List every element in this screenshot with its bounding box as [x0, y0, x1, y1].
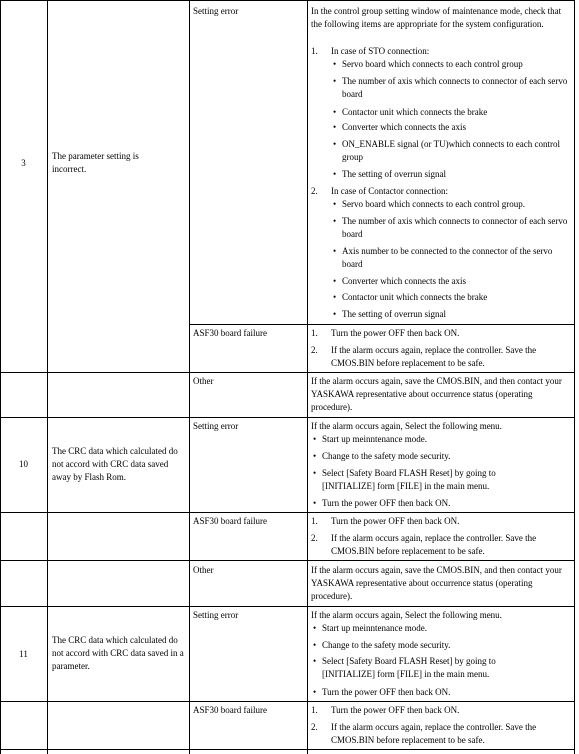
step-text: Turn the power OFF then back ON.	[331, 516, 460, 526]
bullet-text: The setting of overrun signal	[342, 169, 446, 179]
row-divider	[0, 560, 575, 561]
cause-label: Other	[193, 565, 214, 575]
bullet-icon: •	[313, 468, 317, 478]
bullet-icon: •	[333, 276, 337, 286]
row-divider	[0, 0, 575, 1]
step-text: If the alarm occurs again, replace the controller. Save the CMOS.BIN before replacement to be safe.	[331, 722, 537, 745]
step-number: 2.	[311, 722, 318, 732]
col-divider	[47, 0, 48, 754]
bullet-text: The number of axis which connects to connector of each servo board	[342, 216, 568, 239]
cause-label: ASF30 board failure	[193, 705, 267, 715]
remedy-text: If the alarm occurs again, save the CMOS.BIN, and then contact your YASKAWA representative about occurrence status (operating procedure).	[311, 565, 562, 601]
bullet-icon: •	[333, 216, 337, 226]
bullet-text: Change to the safety mode security.	[322, 640, 451, 650]
step-number: 1.	[311, 516, 318, 526]
bullet-icon: •	[333, 292, 337, 302]
bullet-icon: •	[333, 76, 337, 86]
bullet-icon: •	[313, 687, 317, 697]
remedy-intro: If the alarm occurs again, Select the following menu.	[311, 610, 502, 620]
cause-label: Setting error	[193, 6, 239, 16]
col-divider	[574, 0, 575, 754]
bullet-icon: •	[333, 59, 337, 69]
step-text: Turn the power OFF then back ON.	[331, 705, 460, 715]
bullet-text: Converter which connects the axis	[342, 276, 466, 286]
bullet-icon: •	[333, 107, 337, 117]
remedy-intro: If the alarm occurs again, Select the following menu.	[311, 421, 502, 431]
bullet-text: Axis number to be connected to the connector of the servo board	[342, 246, 553, 269]
cause-text: The CRC data which calculated do not accord with CRC data saved in a parameter.	[52, 635, 184, 671]
step-number: 2.	[311, 345, 318, 355]
bullet-icon: •	[333, 169, 337, 179]
bullet-text: Turn the power OFF then back ON.	[322, 498, 451, 508]
row-divider	[0, 606, 575, 607]
cause-label: ASF30 board failure	[193, 516, 267, 526]
row-divider	[0, 749, 575, 750]
bullet-text: Contactor unit which connects the brake	[342, 107, 488, 117]
col-divider	[307, 0, 308, 754]
section-title: In case of STO connection:	[331, 46, 430, 56]
cause-text: The parameter setting is incorrect.	[52, 151, 139, 174]
bullet-icon: •	[313, 434, 317, 444]
cause-text: The CRC data which calculated do not accord with CRC data saved away by Flash Rom.	[52, 446, 178, 482]
step-text: If the alarm occurs again, replace the controller. Save the CMOS.BIN before replacement to be safe.	[331, 533, 537, 556]
bullet-icon: •	[333, 246, 337, 256]
row-divider	[189, 324, 575, 325]
bullet-icon: •	[313, 656, 317, 666]
bullet-text: Change to the safety mode security.	[322, 451, 451, 461]
bullet-text: Turn the power OFF then back ON.	[322, 687, 451, 697]
bullet-icon: •	[313, 640, 317, 650]
step-number: 2.	[311, 533, 318, 543]
cause-label: Setting error	[193, 610, 239, 620]
section-title: In case of Contactor connection:	[331, 186, 448, 196]
bullet-icon: •	[333, 199, 337, 209]
bullet-text: Servo board which connects to each control group	[342, 59, 523, 69]
step-number: 1.	[311, 46, 318, 56]
alarm-sub-code: 10	[19, 459, 28, 469]
row-divider	[0, 417, 575, 418]
row-divider	[0, 701, 575, 702]
bullet-text: Start up meinntenance mode.	[322, 623, 427, 633]
step-number: 1.	[311, 705, 318, 715]
bullet-icon: •	[313, 451, 317, 461]
bullet-text: Contactor unit which connects the brake	[342, 292, 488, 302]
step-number: 2.	[311, 186, 318, 196]
col-divider	[189, 0, 190, 754]
remedy-intro: In the control group setting window of maintenance mode, check that the following items are appropriate for the system configuration.	[311, 6, 562, 29]
bullet-text: Select [Safety Board FLASH Reset] by going to [INITIALIZE] form [FILE] in the main menu.	[322, 468, 496, 491]
bullet-icon: •	[333, 309, 337, 319]
bullet-icon: •	[333, 139, 337, 149]
alarm-sub-code: 3	[21, 158, 26, 168]
remedy-text: If the alarm occurs again, save the CMOS.BIN, and then contact your YASKAWA representative about occurrence status (operating procedure).	[311, 376, 562, 412]
bullet-icon: •	[333, 122, 337, 132]
alarm-sub-code: 11	[19, 649, 28, 659]
row-divider	[0, 512, 575, 513]
bullet-text: Servo board which connects to each control group.	[342, 199, 525, 209]
bullet-text: Select [Safety Board FLASH Reset] by going to [INITIALIZE] form [FILE] in the main menu.	[322, 656, 496, 679]
bullet-text: The setting of overrun signal	[342, 309, 446, 319]
bullet-text: Converter which connects the axis	[342, 122, 466, 132]
cause-label: Other	[193, 376, 214, 386]
row-divider	[0, 372, 575, 373]
step-text: Turn the power OFF then back ON.	[331, 328, 460, 338]
bullet-text: The number of axis which connects to connector of each servo board	[342, 76, 568, 99]
bullet-icon: •	[313, 498, 317, 508]
step-text: If the alarm occurs again, replace the controller. Save the CMOS.BIN before replacement to be safe.	[331, 345, 537, 368]
bullet-icon: •	[313, 623, 317, 633]
cause-label: Setting error	[193, 421, 239, 431]
cause-label: ASF30 board failure	[193, 328, 267, 338]
step-number: 1.	[311, 328, 318, 338]
bullet-text: Start up meinntenance mode.	[322, 434, 427, 444]
bullet-text: ON_ENABLE signal (or TU)which connects to each control group	[342, 139, 561, 162]
col-divider	[0, 0, 1, 754]
